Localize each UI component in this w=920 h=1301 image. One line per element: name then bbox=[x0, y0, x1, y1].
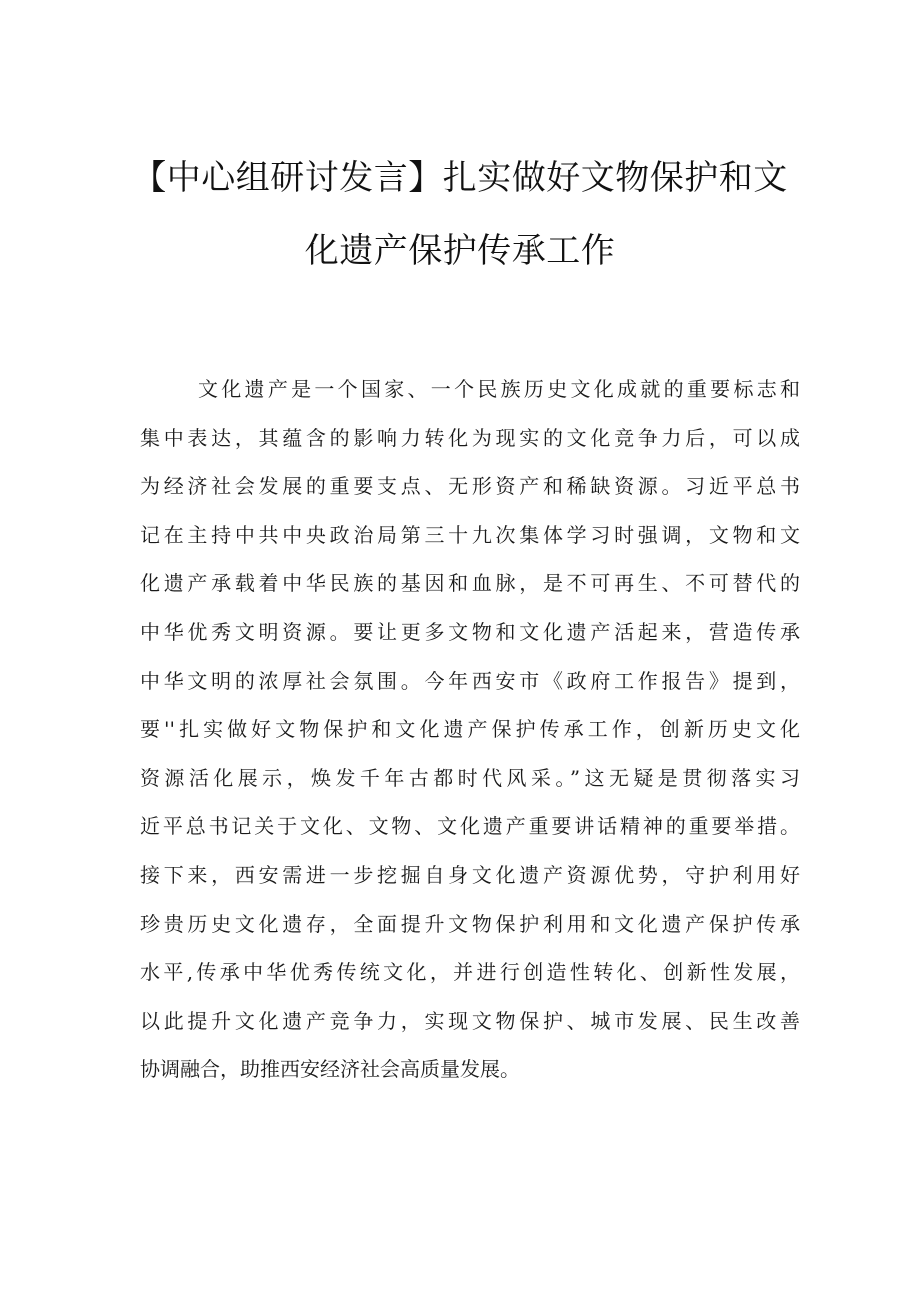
paragraph-line: 为经济社会发展的重要支点、无形资产和稀缺资源。习近平总书 bbox=[140, 474, 800, 499]
paragraph-line: 中华优秀文明资源。要让更多文物和文化遗产活起来，营造传承 bbox=[140, 619, 800, 644]
page-title-line-1: 【中心组研讨发言】扎实做好文物保护和文 bbox=[132, 158, 788, 198]
paragraph-line: 文化遗产是一个国家、一个民族历史文化成就的重要标志和 bbox=[198, 377, 800, 401]
paragraph-line: 资源活化展示，焕发千年古都时代风采。”这无疑是贯彻落实习 bbox=[140, 765, 800, 790]
paragraph-line: 接下来，西安需进一步挖掘自身文化遗产资源优势，守护利用好 bbox=[140, 862, 800, 887]
paragraph-line: 化遗产承载着中华民族的基因和血脉，是不可再生、不可替代的 bbox=[140, 571, 800, 596]
paragraph-line: 记在主持中共中央政治局第三十九次集体学习时强调，文物和文 bbox=[140, 522, 800, 547]
paragraph-line: 要''扎实做好文物保护和文化遗产保护传承工作，创新历史文化 bbox=[140, 717, 800, 742]
paragraph-line: 协调融合，助推西安经济社会高质量发展。 bbox=[140, 1057, 520, 1082]
paragraph-line: 近平总书记关于文化、文物、文化遗产重要讲话精神的重要举措。 bbox=[140, 814, 800, 839]
body-paragraph bbox=[140, 365, 800, 1094]
page-title-line-2: 化遗产保护传承工作 bbox=[304, 231, 616, 271]
paragraph-line: 中华文明的浓厚社会氛围。今年西安市《政府工作报告》提到， bbox=[140, 668, 800, 693]
paragraph-line: 珍贵历史文化遗存，全面提升文物保护利用和文化遗产保护传承 bbox=[140, 911, 800, 936]
paragraph-line: 以此提升文化遗产竞争力，实现文物保护、城市发展、民生改善 bbox=[140, 1008, 800, 1033]
paragraph-line: 水平,传承中华优秀传统文化，并进行创造性转化、创新性发展， bbox=[140, 960, 800, 985]
paragraph-line: 集中表达，其蕴含的影响力转化为现实的文化竞争力后，可以成 bbox=[140, 425, 800, 450]
